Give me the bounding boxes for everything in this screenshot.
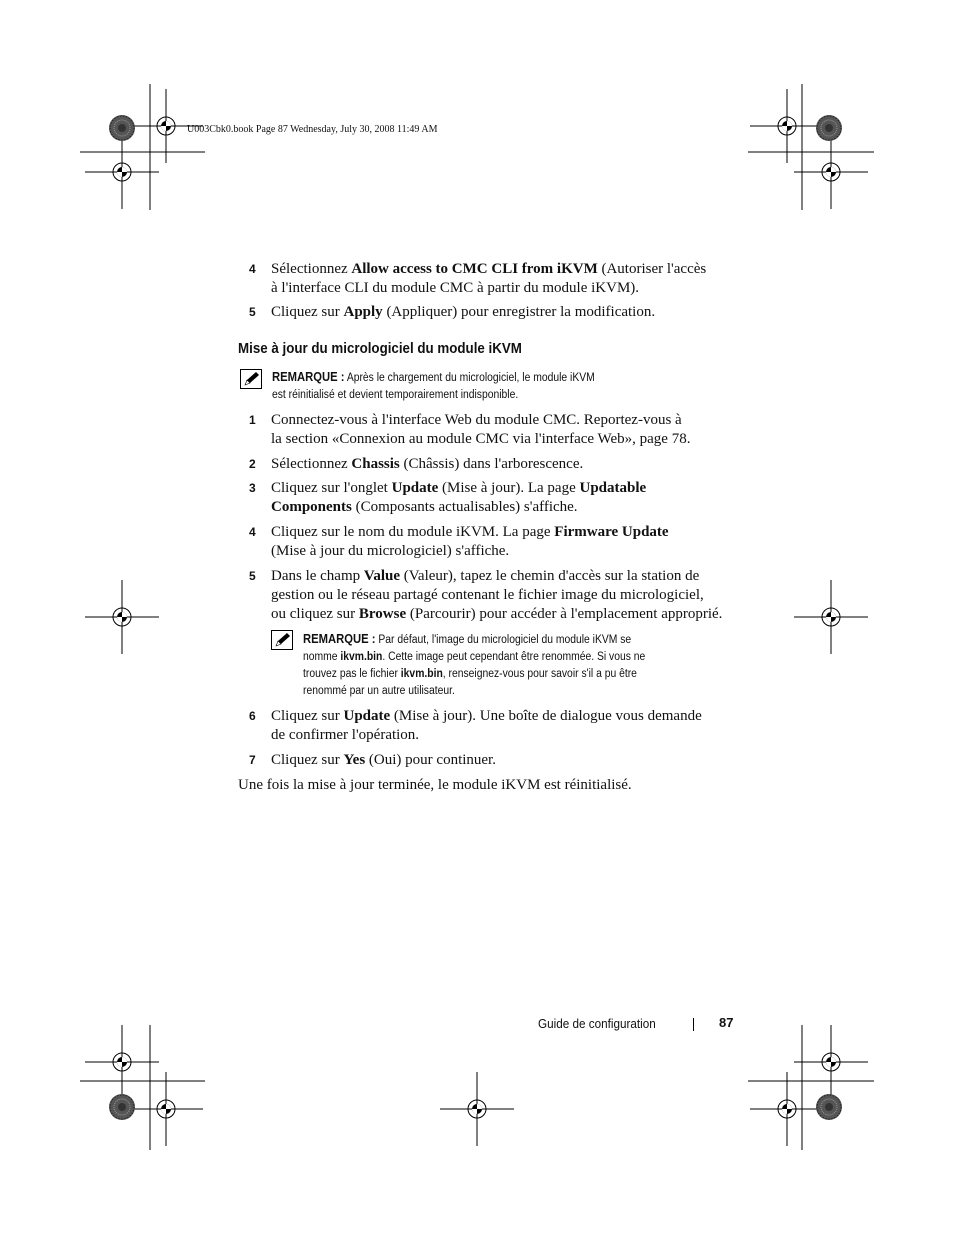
text-run: (Appliquer) pour enregistrer la modification. <box>382 304 656 320</box>
text-run: (Autoriser l'accès <box>597 261 707 277</box>
book-slug: U003Cbk0.book Page 87 Wednesday, July 30, 2008 11:49 AM <box>187 124 438 135</box>
text-run: Cliquez sur <box>271 304 344 320</box>
text-run: . Cette image peut cependant être renommée. Si vous ne <box>382 651 646 663</box>
ui-term: ikvm.bin <box>340 651 383 663</box>
text-run: (Parcourir) pour accéder à l'emplacement approprié. <box>406 606 723 622</box>
registration-mark-right-lower <box>794 1025 868 1099</box>
text-run: nomme <box>303 651 341 663</box>
footer-guide-title: Guide de configuration <box>538 1016 656 1031</box>
text-run: Sélectionnez <box>271 456 352 472</box>
text-run: (Mise à jour du micrologiciel) s'affiche. <box>271 543 510 559</box>
ui-term: Apply <box>343 304 383 320</box>
star-target-top-left <box>109 115 135 141</box>
registration-mark-right-upper <box>794 135 868 209</box>
ui-term: Chassis <box>351 456 400 472</box>
step-number: 4 <box>249 525 256 539</box>
text-run: ou cliquez sur <box>271 606 359 622</box>
text-run: Cliquez sur l'onglet <box>271 480 392 496</box>
ui-term: Update <box>391 480 439 496</box>
text-run: (Mise à jour). Une boîte de dialogue vous demande <box>390 708 702 724</box>
text-run: (Composants actualisables) s'affiche. <box>351 499 578 515</box>
registration-mark-bottom-left <box>129 1072 203 1146</box>
ui-term: Components <box>271 499 352 515</box>
text-run: trouvez pas le fichier <box>303 668 401 680</box>
text-run: renommé par un autre utilisateur. <box>303 685 455 697</box>
ui-term: Value <box>363 568 401 584</box>
text-run: Dans le champ <box>271 568 364 584</box>
text-run: Après le chargement du micrologiciel, le module iKVM <box>346 372 595 384</box>
step-number: 5 <box>249 569 256 583</box>
text-run: Cliquez sur <box>271 752 344 768</box>
text-run: Cliquez sur le nom du module iKVM. La page <box>271 524 555 540</box>
text-run: de confirmer l'opération. <box>271 727 420 743</box>
text-run: , renseignez-vous pour savoir s'il a pu être <box>442 668 637 680</box>
text-run: (Valeur), tapez le chemin d'accès sur la station de <box>400 568 700 584</box>
note-label: REMARQUE : <box>272 370 345 384</box>
ui-term: Updatable <box>579 480 647 496</box>
step-number: 3 <box>249 481 256 495</box>
text-run: à l'interface CLI du module CMC à partir du module iKVM). <box>271 280 640 296</box>
ui-term: Browse <box>358 606 407 622</box>
step-number: 1 <box>249 413 256 427</box>
text-run: est réinitialisé et devient temporairement indisponible. <box>272 389 519 401</box>
registration-mark-right-middle <box>794 580 868 654</box>
text-run: (Oui) pour continuer. <box>365 752 496 768</box>
ui-term: ikvm.bin <box>400 668 443 680</box>
text-run: Cliquez sur <box>271 708 344 724</box>
text-run: (Châssis) dans l'arborescence. <box>399 456 584 472</box>
text-run: Par défaut, l'image du micrologiciel du module iKVM se <box>378 634 632 646</box>
star-target-bottom-left <box>109 1094 135 1120</box>
registration-mark-bottom-center <box>440 1072 514 1146</box>
text-run: gestion ou le réseau partagé contenant le fichier image du micrologiciel, <box>271 587 704 603</box>
ui-term: Firmware Update <box>554 524 669 540</box>
ui-term: Update <box>343 708 391 724</box>
step-number: 5 <box>249 305 256 319</box>
step-number: 4 <box>249 262 256 276</box>
text-run: Sélectionnez <box>271 261 352 277</box>
text-run: (Mise à jour). La page <box>438 480 580 496</box>
registration-mark-left-middle <box>85 580 159 654</box>
section-heading: Mise à jour du micrologiciel du module iKVM <box>238 341 522 357</box>
registration-mark-bottom-right <box>750 1072 824 1146</box>
text-run: Connectez-vous à l'interface Web du module CMC. Reportez-vous à <box>271 412 682 428</box>
step-number: 7 <box>249 753 256 767</box>
ui-term: Allow access to CMC CLI from iKVM <box>351 261 598 277</box>
text-run: la section «Connexion au module CMC via l'interface Web», page 78. <box>271 431 691 447</box>
crop-lines <box>80 84 874 1150</box>
registration-mark-left-upper <box>85 135 159 209</box>
page-number: 87 <box>719 1015 734 1030</box>
step-number: 6 <box>249 709 256 723</box>
closing-paragraph: Une fois la mise à jour terminée, le module iKVM est réinitialisé. <box>238 777 632 793</box>
step-number: 2 <box>249 457 256 471</box>
star-target-top-right <box>816 115 842 141</box>
ui-term: Yes <box>343 752 366 768</box>
registration-mark-left-lower <box>85 1025 159 1099</box>
note-label: REMARQUE : <box>303 632 376 646</box>
star-target-bottom-right <box>816 1094 842 1120</box>
